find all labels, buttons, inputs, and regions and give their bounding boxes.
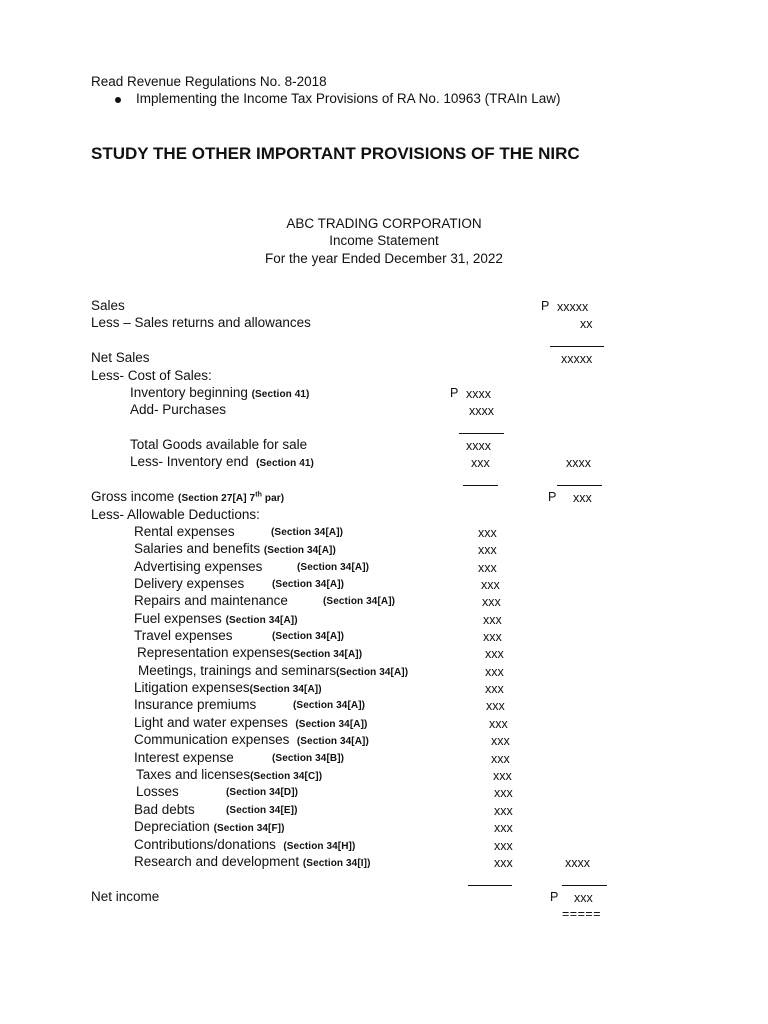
returns-label: Less – Sales returns and allowances	[91, 315, 311, 330]
deduction-label: Salaries and benefits (Section 34[A])	[134, 541, 336, 556]
rule-total-goods	[459, 433, 504, 434]
deduction-label: Communication expenses (Section 34[A])	[134, 732, 369, 747]
deduction-value: xxx	[485, 682, 504, 696]
deduction-label: Rental expenses	[134, 524, 235, 539]
deduction-section: (Section 34[A])	[272, 579, 345, 590]
deduction-label: Light and water expenses (Section 34[A])	[134, 715, 368, 730]
cost-of-sales-total: xxxx	[566, 456, 591, 470]
deduction-section: (Section 34[A])	[293, 700, 366, 711]
deduction-value: xxx	[494, 821, 513, 835]
deduction-value: xxx	[494, 786, 513, 800]
deductions-label: Less- Allowable Deductions:	[91, 507, 260, 522]
deduction-value: xxx	[494, 856, 513, 870]
sales-label: Sales	[91, 298, 125, 313]
total-goods-value: xxxx	[466, 439, 491, 453]
net-sales-value: xxxxx	[561, 352, 593, 366]
deduction-section: (Section 34[A])	[323, 596, 396, 607]
net-income-value: xxx	[574, 891, 593, 905]
deduction-section: (Section 34[A])	[272, 631, 345, 642]
net-income-currency: P	[550, 890, 559, 904]
inventory-end-value: xxx	[471, 456, 490, 470]
deduction-label: Repairs and maintenance	[134, 593, 288, 608]
inventory-beginning-label: Inventory beginning (Section 41)	[130, 385, 310, 400]
inventory-end-label: Less- Inventory end (Section 41)	[130, 454, 314, 469]
rule-net-left	[468, 885, 512, 886]
inventory-beginning-value: xxxx	[466, 387, 491, 401]
deduction-value: xxx	[485, 647, 504, 661]
statement-title: Income Statement	[329, 233, 439, 248]
inventory-beginning-currency: P	[450, 386, 459, 400]
gross-income-currency: P	[548, 490, 557, 504]
net-income-double-rule: =====	[562, 907, 601, 921]
purchases-value: xxxx	[469, 404, 494, 418]
deduction-value: xxx	[478, 526, 497, 540]
deduction-value: xxx	[494, 804, 513, 818]
deduction-label: Insurance premiums	[134, 697, 257, 712]
statement-period: For the year Ended December 31, 2022	[265, 251, 503, 266]
bullet-text: Implementing the Income Tax Provisions of RA No. 10963 (TRAIn Law)	[136, 91, 561, 106]
deduction-value: xxx	[481, 578, 500, 592]
deduction-label: Interest expense	[134, 750, 234, 765]
deductions-total: xxxx	[565, 856, 590, 870]
deduction-section: (Section 34[A])	[297, 562, 370, 573]
deduction-label: Representation expenses(Section 34[A])	[137, 645, 363, 660]
net-income-label: Net income	[91, 889, 160, 904]
deduction-section: (Section 34[E])	[226, 805, 298, 816]
deduction-label: Travel expenses	[134, 628, 233, 643]
deduction-label: Litigation expenses(Section 34[A])	[134, 680, 322, 695]
deduction-label: Fuel expenses (Section 34[A])	[134, 611, 298, 626]
company-name: ABC TRADING CORPORATION	[286, 216, 482, 231]
rule-gross-left	[463, 485, 498, 486]
deduction-label: Meetings, trainings and seminars(Section 34[A])	[138, 663, 409, 678]
deduction-label: Bad debts	[134, 802, 195, 817]
bullet-icon	[115, 97, 121, 103]
net-sales-label: Net Sales	[91, 350, 150, 365]
page-heading: STUDY THE OTHER IMPORTANT PROVISIONS OF THE NIRC	[91, 144, 580, 163]
total-goods-label: Total Goods available for sale	[130, 437, 308, 452]
rule-net-sales	[550, 346, 604, 347]
deduction-label: Depreciation (Section 34[F])	[134, 819, 285, 834]
deduction-value: xxx	[483, 613, 502, 627]
deduction-label: Research and development (Section 34[I])	[134, 854, 371, 869]
rule-net-right	[562, 885, 607, 886]
deduction-label: Advertising expenses	[134, 559, 263, 574]
deduction-value: xxx	[478, 561, 497, 575]
deduction-value: xxx	[494, 839, 513, 853]
deduction-label: Taxes and licenses(Section 34[C])	[136, 767, 323, 782]
deduction-section: (Section 34[D])	[226, 787, 299, 798]
deduction-value: xxx	[478, 543, 497, 557]
deduction-value: xxx	[491, 734, 510, 748]
cost-of-sales-label: Less- Cost of Sales:	[91, 368, 212, 383]
sales-value: xxxxx	[557, 300, 589, 314]
deduction-label: Contributions/donations (Section 34[H])	[134, 837, 356, 852]
deduction-value: xxx	[485, 665, 504, 679]
purchases-label: Add- Purchases	[130, 402, 227, 417]
deduction-value: xxx	[491, 752, 510, 766]
deduction-value: xxx	[486, 699, 505, 713]
deduction-section: (Section 34[B])	[272, 753, 345, 764]
deduction-label: Losses	[136, 784, 179, 799]
read-regulation-line: Read Revenue Regulations No. 8-2018	[91, 74, 327, 89]
deduction-value: xxx	[483, 630, 502, 644]
gross-income-value: xxx	[573, 491, 592, 505]
returns-value: xx	[580, 317, 593, 331]
sales-currency: P	[541, 299, 550, 313]
deduction-value: xxx	[482, 595, 501, 609]
deduction-section: (Section 34[A])	[271, 527, 344, 538]
rule-gross-right	[557, 485, 602, 486]
gross-income-label: Gross income (Section 27[A] 7th par)	[91, 489, 285, 504]
deduction-value: xxx	[493, 769, 512, 783]
deduction-label: Delivery expenses	[134, 576, 245, 591]
deduction-value: xxx	[489, 717, 508, 731]
